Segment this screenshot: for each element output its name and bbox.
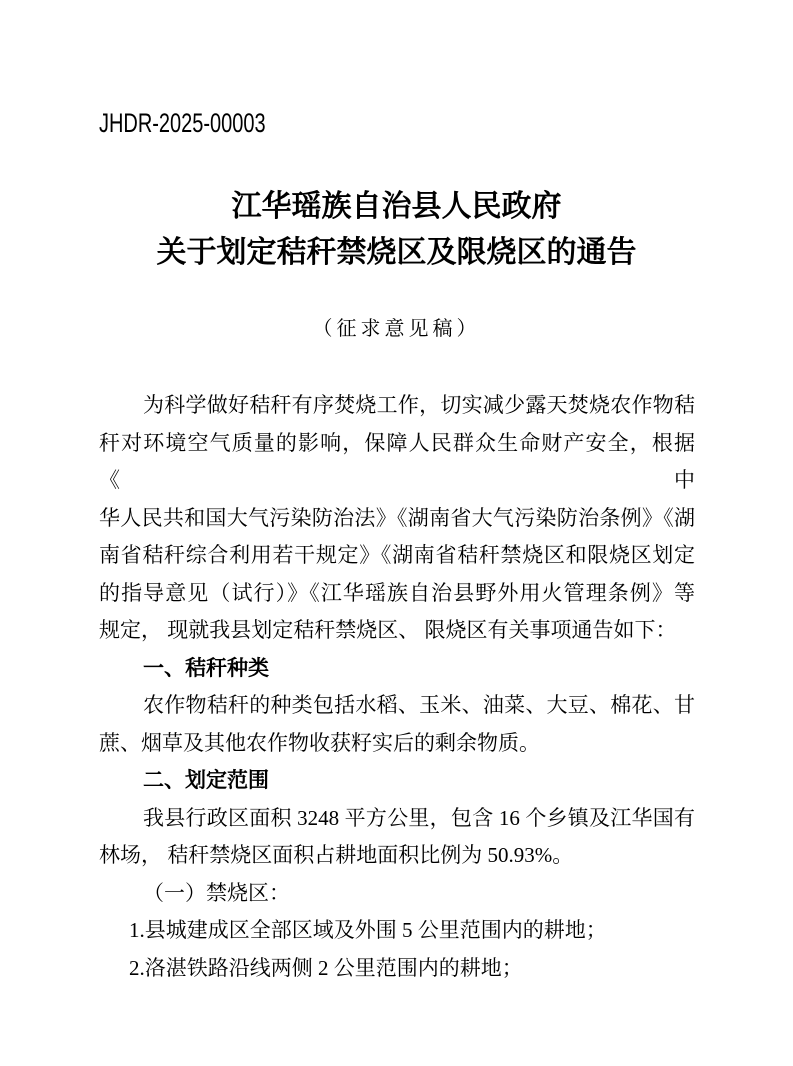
document-title-line-2: 关于划定秸秆禁烧区及限烧区的通告 xyxy=(156,236,637,269)
body-line: 的指导意见（试行）》《江华瑶族自治县野外用火管理条例》等 xyxy=(99,580,695,605)
body-line: 2.洛湛铁路沿线两侧 2 公里范围内的耕地； xyxy=(129,955,523,980)
body-line: 华人民共和国大气污染防治法》《湖南省大气污染防治条例》《湖 xyxy=(99,505,695,530)
doc-reference-number: JHDR-2025-00003 xyxy=(99,108,266,138)
document-title xyxy=(0,184,793,276)
body-line: 蔗、烟草及其他农作物收获籽实后的剩余物质。 xyxy=(99,730,540,755)
body-line: 我县行政区面积 3248 平方公里，包含 16 个乡镇及江华国有 xyxy=(143,805,695,830)
section-heading: 二、划定范围 xyxy=(143,769,269,792)
body-line: 林场， 秸秆禁烧区面积占耕地面积比例为 50.93%。 xyxy=(99,843,574,867)
body-line: 1.县城建成区全部区域及外围 5 公里范围内的耕地； xyxy=(129,918,607,942)
body-line: 为科学做好秸秆有序焚烧工作，切实减少露天焚烧农作物秸 xyxy=(143,393,695,417)
section-heading: 一、秸秆种类 xyxy=(143,656,269,680)
draft-note-subtitle: （征求意见稿） xyxy=(312,318,481,340)
body-line: 南省秸秆综合利用若干规定》《湖南省秸秆禁烧区和限烧区划定 xyxy=(99,543,695,567)
body-line: 农作物秸秆的种类包括水稻、玉米、油菜、大豆、棉花、甘 xyxy=(143,693,695,717)
document-title-line-1: 江华瑶族自治县人民政府 xyxy=(231,190,562,223)
body-line: （一）禁烧区： xyxy=(143,880,290,905)
body-line: 规定， 现就我县划定秸秆禁烧区、 限烧区有关事项通告如下： xyxy=(99,618,677,642)
document-body xyxy=(99,387,695,987)
body-line: 秆对环境空气质量的影响，保障人民群众生命财产安全，根据《中 xyxy=(99,430,695,492)
